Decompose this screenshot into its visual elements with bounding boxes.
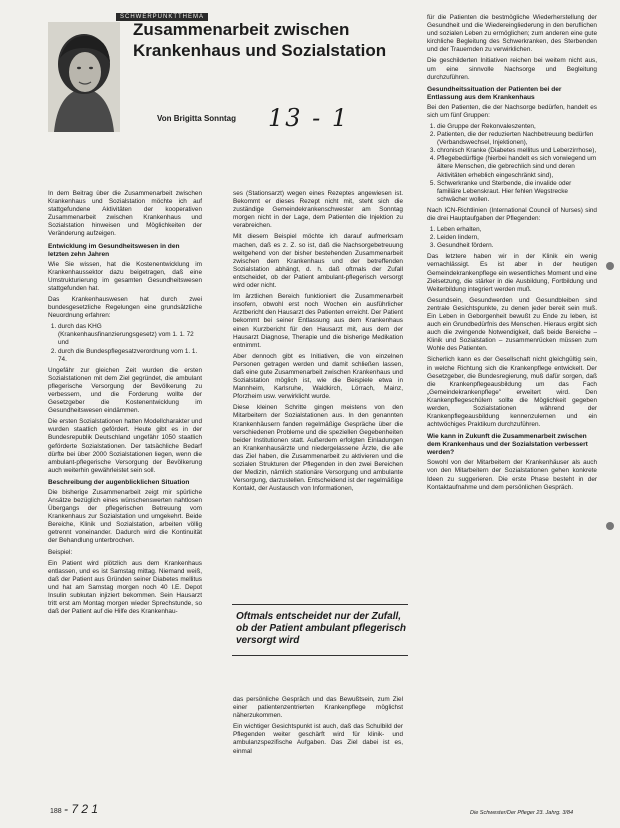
list-item: 4. Pflegebedürftige (hierbei handelt es sich vorwiegend um ältere Menschen, die gebrechlich sind und deren Aktivitäten erheblich eingeschränkt sind), — [437, 155, 597, 179]
list-item: 2. Leiden lindern, — [437, 234, 597, 242]
paragraph: Gesundsein, Gesundwerden und Gesundbleiben sind zentrale Gesichtspunkte, zu denen jeder bereit sein muß. Ein Leben in Geborgenheit bewußt zu Ende zu leben, ist auch ein Grundbedürfnis des Menschen. Hieraus ergibt sich auch die zwingende Notwendigkeit, daß beide Bereiche – Klinik und Sozialstation – zusammenrücken müssen zum Wohle des Patienten. — [427, 296, 597, 353]
list-item: 1. Leben erhalten, — [437, 226, 597, 234]
paragraph: Sowohl von der Mitarbeitern der Krankenhäuser als auch von den Mitarbeitern der Sozialstationen gehen konkrete Ideen zu suggerieren. Die erste Phase besteht in der Kontaktaufnahme und dem persönlichen Gespräch. — [427, 459, 597, 491]
handwritten-page-number: - 7 2 1 — [64, 802, 99, 816]
column-3 — [427, 14, 597, 784]
paragraph: Das Krankenhauswesen hat durch zwei bundesgesetzliche Regelungen eine grundsätzliche Neuordnung erfahren: — [48, 295, 202, 320]
section-heading: Gesundheitssituation der Patienten bei der Entlassung aus dem Krankenhaus — [427, 85, 562, 101]
list-item: 5. Schwerkranke und Sterbende, die invalide oder familiäre Lebenskraut. Hier fehlen Wegstrecke schwächer wollen. — [437, 180, 597, 204]
paragraph: Im ärztlichen Bereich funktioniert die Zusammenarbeit insofern, obwohl erst noch Wochen ein ausführlicher Arztbericht den Hausarzt des Patienten erreicht. Der Patient bekommt bei seiner Entlassung aus dem Krankenhaus einen Kurzbericht für den Hausarzt mit, aus dem der Hausarzt Diagnose, Therapie und die bisherige Medikation entnimmt. — [233, 293, 403, 349]
list-item: 2. Patienten, die der reduzierten Nachbetreuung bedürfen (Verbandswechsel, Injektionen), — [437, 131, 597, 147]
author-photo — [48, 22, 120, 132]
paragraph: Beispiel: — [48, 548, 73, 556]
paragraph: Aber dennoch gibt es Initiativen, die von einzelnen Personen getragen werden und damit schließen lassen, daß eine gute Zusammenarbeit zwischen Krankenhaus und Sozialstation möglich ist, wie die Beispiele etwa in Mannheim, Karlsruhe, Waldkirch, Lörrach, Mainz, Pforzheim usw. verwirklicht wurde. — [233, 352, 403, 401]
paragraph: Die bisherige Zusammenarbeit zeigt mir spürliche Ansätze bezüglich eines wünschenswerten nahtlosen Übergangs der pflegerischen Betreuung vom Krankenhaus zur Sozialstation und umgekehrt. Beide Bereiche, Klinik und Sozialstation, arbeiten völlig getrennt voneinander. Dadurch wird die Kontinuität der Behandlung unterbrochen. — [48, 488, 202, 545]
punch-hole — [606, 262, 614, 270]
punch-hole — [606, 522, 614, 530]
section-heading: Wie kann in Zukunft die Zusammenarbeit zwischen dem Krankenhaus und der Sozialstation verbessert werden? — [427, 433, 588, 457]
paragraph: ses (Stationsarzt) wegen eines Rezeptes angewiesen ist. Bekommt er dieses Rezept nicht mit, steht sich die zuständige Gemeindekrankenschwester am Sonntag morgen nicht in der Lage, dem Patienten die Injektion zu verabreichen. — [233, 190, 403, 230]
numbered-list — [48, 323, 202, 363]
handwritten-note: 13 - 1 — [268, 104, 350, 132]
paragraph: das persönliche Gespräch und das Bewußtsein, zum Ziel einer patientenzentrierten Krankenpflege möglichst näherzukommen. — [233, 696, 403, 720]
column-2-continued — [233, 696, 403, 796]
pull-quote: Oftmals entscheidet nur der Zufall, ob der Patient ambulant pflegerisch versorgt wird — [232, 604, 408, 656]
paragraph: Nach ICN-Richtlinien (International Council of Nurses) sind die drei Hauptaufgaben der Pflegenden: — [427, 206, 597, 222]
article-title: Zusammenarbeit zwischen Krankenhaus und Sozialstation — [133, 20, 387, 60]
paragraph: Die ersten Sozialstationen hatten Modellcharakter und wurden staatlich gefördert. Heute gibt es in der Bundesrepublik Deutschland ungefähr 1050 staatlich geförderte Sozialstationen. Der tatsächliche Bedarf dürfte bei über 2000 Sozialstationen liegen, wenn die ambulant-pflegerische Versorgung der Bevölkerung auch weiterhin gewährleistet sein soll. — [48, 418, 202, 474]
paragraph: Ein Patient wird plötzlich aus dem Krankenhaus entlassen, und es ist Samstag mittag. Niemand weiß, daß der Patient aus Gründen seiner Diabetes mellitus und hat am Samstag morgen noch 40 I.E. Depot Insulin subkutan injiziert bekommen. Sein Hausarzt tritt erst am Montag morgen wieder Sprechstunde, so daß der Patient auf die Hilfe des Krankenhau- — [48, 559, 202, 616]
page-number: 188 — [50, 808, 62, 815]
intro-paragraph: In dem Beitrag über die Zusammenarbeit zwischen Krankenhaus und Sozialstation möchte ich auf stattgefundene Aktivitäten der kooperativen Zusammenarbeit zwischen Krankenhaus und Sozialstation hinweisen und Möglichkeiten der Veränderung aufzeigen. — [48, 190, 202, 238]
section-kicker: SCHWERPUNKTTHEMA — [116, 13, 208, 21]
journal-footer: Die Schwester/Der Pfleger 23. Jahrg. 3/84 — [470, 810, 574, 816]
list-item: 3. Gesundheit fördern. — [437, 242, 597, 250]
section-heading: Beschreibung der augenblicklichen Situation — [48, 478, 190, 486]
paragraph: Das letztere haben wir in der Klinik ein wenig vernachlässigt. Es ist aber in der heutigen Gemeindekrankenpflege ein wesentliches Moment und eine Zielsetzung, die stärker in die Ausbildung, Fortbildung und Weiterbildung integriert werden muß. — [427, 253, 597, 293]
list-item: 2. durch die Bundespflegesatzverordnung vom 1. 1. 74. — [58, 348, 202, 364]
paragraph: Bei den Patienten, die der Nachsorge bedürfen, handelt es sich um fünf Gruppen: — [427, 103, 597, 119]
author-byline: Von Brigitta Sonntag — [157, 114, 236, 123]
list-item: 1. die Gruppe der Rekonvaleszenten, — [437, 123, 597, 131]
paragraph: Wie Sie wissen, hat die Kostenentwicklung im Krankenhaussektor dazu beigetragen, daß eine Umstrukturierung im gesamten Gesundheitswesen stattgefunden hat. — [48, 260, 202, 292]
section-heading: Entwicklung im Gesundheitswesen in den letzten zehn Jahren — [48, 242, 180, 258]
paragraph: Die geschilderten Initiativen reichen bei weitem nicht aus, um eine sinnvolle Nachsorge und Begleitung durchzuführen. — [427, 57, 597, 81]
paragraph: Ungefähr zur gleichen Zeit wurden die ersten Sozialstationen mit dem Ziel gegründet, die ambulant pflegerische Versorgung der Bevölkerung zu verbessern, und die Forderung wollte der Gesetzgeber die Kostenentwicklung im Gesundheitswesen eindämmen. — [48, 366, 202, 415]
paragraph: Ein wichtiger Gesichtspunkt ist auch, daß das Schulbild der Pflegenden weiter geschärft wird für klinik- und ambulanzspezifische Aufgaben. Das Ziel dabei ist es, einmal — [233, 723, 403, 755]
column-1 — [48, 190, 202, 792]
column-2 — [233, 190, 403, 598]
numbered-list — [427, 226, 597, 250]
paragraph: Sicherlich kann es der Gesellschaft nicht gleichgültig sein, in welche Richtung sich die Krankenpflege entwickelt. Der Gesetzgeber, die Bundesregierung, muß dafür sorgen, daß die Krankenpflegeausbildung um das Fach „Gemeindekrankenpflege" erweitert wird. Den Krankenpflegeschülern sollte die Möglichkeit gegeben werden, Sozialstationen während der Krankenpflegeausbildung kennenzulernen und ein achtwöchiges Praktikum durchzuführen. — [427, 356, 597, 429]
paragraph: Diese kleinen Schritte gingen meistens von den Mitarbeitern der Sozialstationen aus. In den genannten Krankenhäusern fanden regelmäßige Gespräche über die verschiedenen Probleme und die speziellen Gegebenheiten beider Institutionen statt. Außerdem erfolgten Einladungen an Krankenhausärzte und niedergelassene Ärzte, die alle das Ziel haben, die Zusammenarbeit zu aktivieren und die sozialen Strukturen der Pflegenden in den zwei Bereichen der Medizin, nämlich stationäre Versorgung und ambulante Versorgung, darzustellen. Entscheidend ist der regelmäßige Kontakt, der Austausch von Informationen, — [233, 404, 403, 493]
numbered-list — [427, 123, 597, 204]
paragraph: Mit diesem Beispiel möchte ich darauf aufmerksam machen, daß es z. Z. so ist, daß die Nachsorgebetreuung weitgehend von der bisher bestehenden Zusammenarbeit zwischen dem Krankenhaus und der betreffenden Sozialstation abhängt, d. h. daß oftmals der Zufall entscheidet, ob der Patient ambulant-pflegerisch versorgt wird oder nicht. — [233, 233, 403, 290]
paragraph: für die Patienten die bestmögliche Wiederherstellung der Gesundheit und die Wiedereingliederung in den beruflichen und sozialen Leben zu ermöglichen; zum anderen eine gute kirchliche Begleitung des Schwerkranken, des Sterbenden und der Trauernden zu verwirklichen. — [427, 14, 597, 54]
list-item: 1. durch das KHG (Krankenhausfinanzierungsgesetz) vom 1. 1. 72 und — [58, 323, 202, 347]
list-item: 3. chronisch Kranke (Diabetes mellitus und Leberzirrhose), — [437, 147, 597, 155]
